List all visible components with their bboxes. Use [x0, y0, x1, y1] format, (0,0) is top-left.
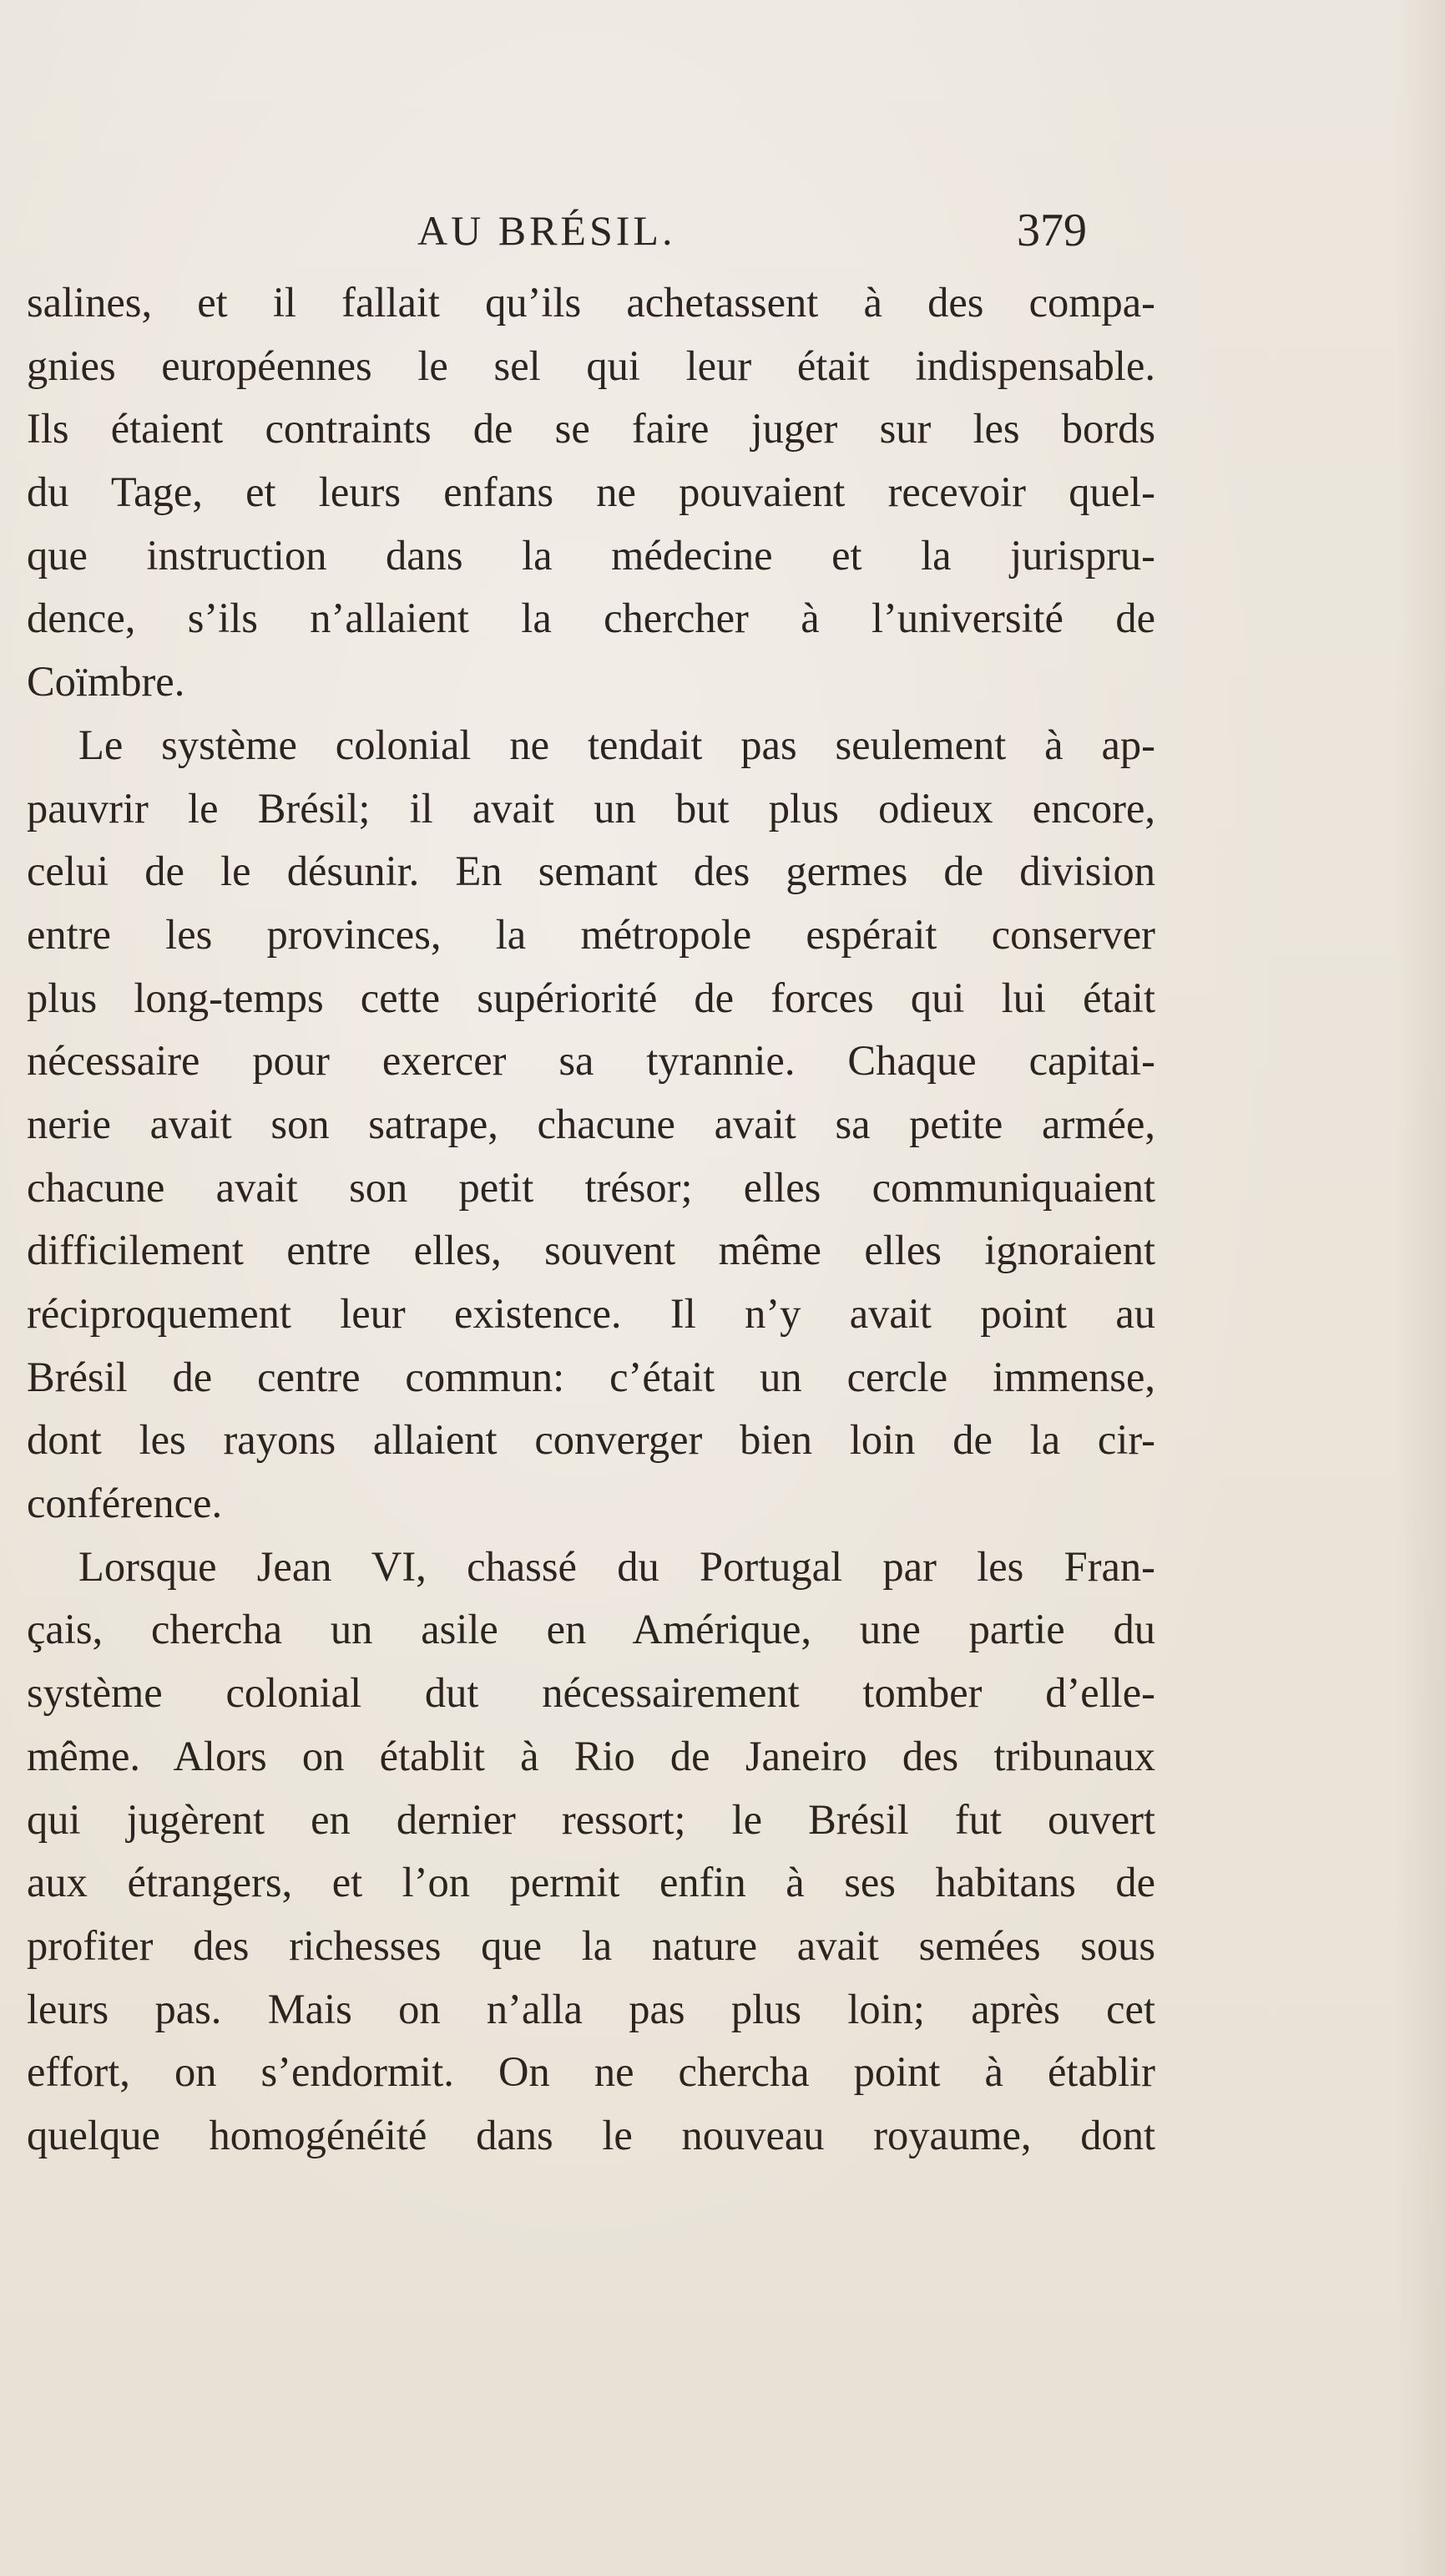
text-line: Coïmbre. — [27, 658, 185, 706]
text-line: gnies européennes le sel qui leur était indispensable. — [27, 342, 1155, 389]
text-line: chacune avait son petit trésor; elles communiquaient — [27, 1163, 1155, 1211]
text-line: salines, et il fallait qu’ils achetassent à des compa- — [27, 279, 1155, 326]
page-number: 379 — [1017, 205, 1087, 256]
text-line: profiter des richesses que la nature avait semées sous — [27, 1921, 1155, 1969]
body-text — [27, 271, 1155, 2168]
text-line: plus long-temps cette supériorité de forces qui lui était — [27, 974, 1155, 1021]
text-line: aux étrangers, et l’on permit enfin à ses habitans de — [27, 1859, 1155, 1906]
text-line: réciproquement leur existence. Il n’y avait point au — [27, 1290, 1155, 1337]
text-line: même. Alors on établit à Rio de Janeiro des tribunaux — [27, 1732, 1155, 1779]
text-line: conférence. — [27, 1480, 223, 1527]
text-line: entre les provinces, la métropole espérait conserver — [27, 910, 1155, 958]
page-header — [0, 197, 1445, 264]
page-edge-shadow — [1395, 0, 1445, 2576]
text-line: çais, chercha un asile en Amérique, une partie du — [27, 1606, 1155, 1653]
text-line: Brésil de centre commun: c’était un cercle immense, — [27, 1353, 1155, 1400]
text-line: nerie avait son satrape, chacune avait sa petite armée, — [27, 1100, 1155, 1147]
text-line: du Tage, et leurs enfans ne pouvaient recevoir quel- — [27, 468, 1155, 516]
text-line: que instruction dans la médecine et la jurispru- — [27, 531, 1155, 579]
text-line: effort, on s’endormit. On ne chercha point à établir — [27, 2048, 1155, 2096]
text-line: quelque homogénéité dans le nouveau royaume, dont — [27, 2111, 1155, 2158]
text-line: celui de le désunir. En semant des germes de division — [27, 848, 1155, 895]
paragraph-first-line: Lorsque Jean VI, chassé du Portugal par les Fran- — [78, 1542, 1155, 1590]
text-line: dont les rayons allaient converger bien loin de la cir- — [27, 1416, 1155, 1464]
text-line: nécessaire pour exercer sa tyrannie. Chaque capitai- — [27, 1037, 1155, 1085]
text-line: dence, s’ils n’allaient la chercher à l’université de — [27, 595, 1155, 642]
text-line: leurs pas. Mais on n’alla pas plus loin; après cet — [27, 1985, 1155, 2032]
text-line: qui jugèrent en dernier ressort; le Brésil fut ouvert — [27, 1795, 1155, 1843]
text-line: difficilement entre elles, souvent même elles ignoraient — [27, 1227, 1155, 1274]
text-line: Ils étaient contraints de se faire juger sur les bords — [27, 405, 1155, 453]
text-line: système colonial dut nécessairement tomber d’elle- — [27, 1669, 1155, 1717]
running-title: AU BRÉSIL. — [417, 207, 676, 254]
text-line: pauvrir le Brésil; il avait un but plus odieux encore, — [27, 784, 1155, 832]
paragraph-first-line: Le système colonial ne tendait pas seulement à ap- — [78, 721, 1155, 768]
